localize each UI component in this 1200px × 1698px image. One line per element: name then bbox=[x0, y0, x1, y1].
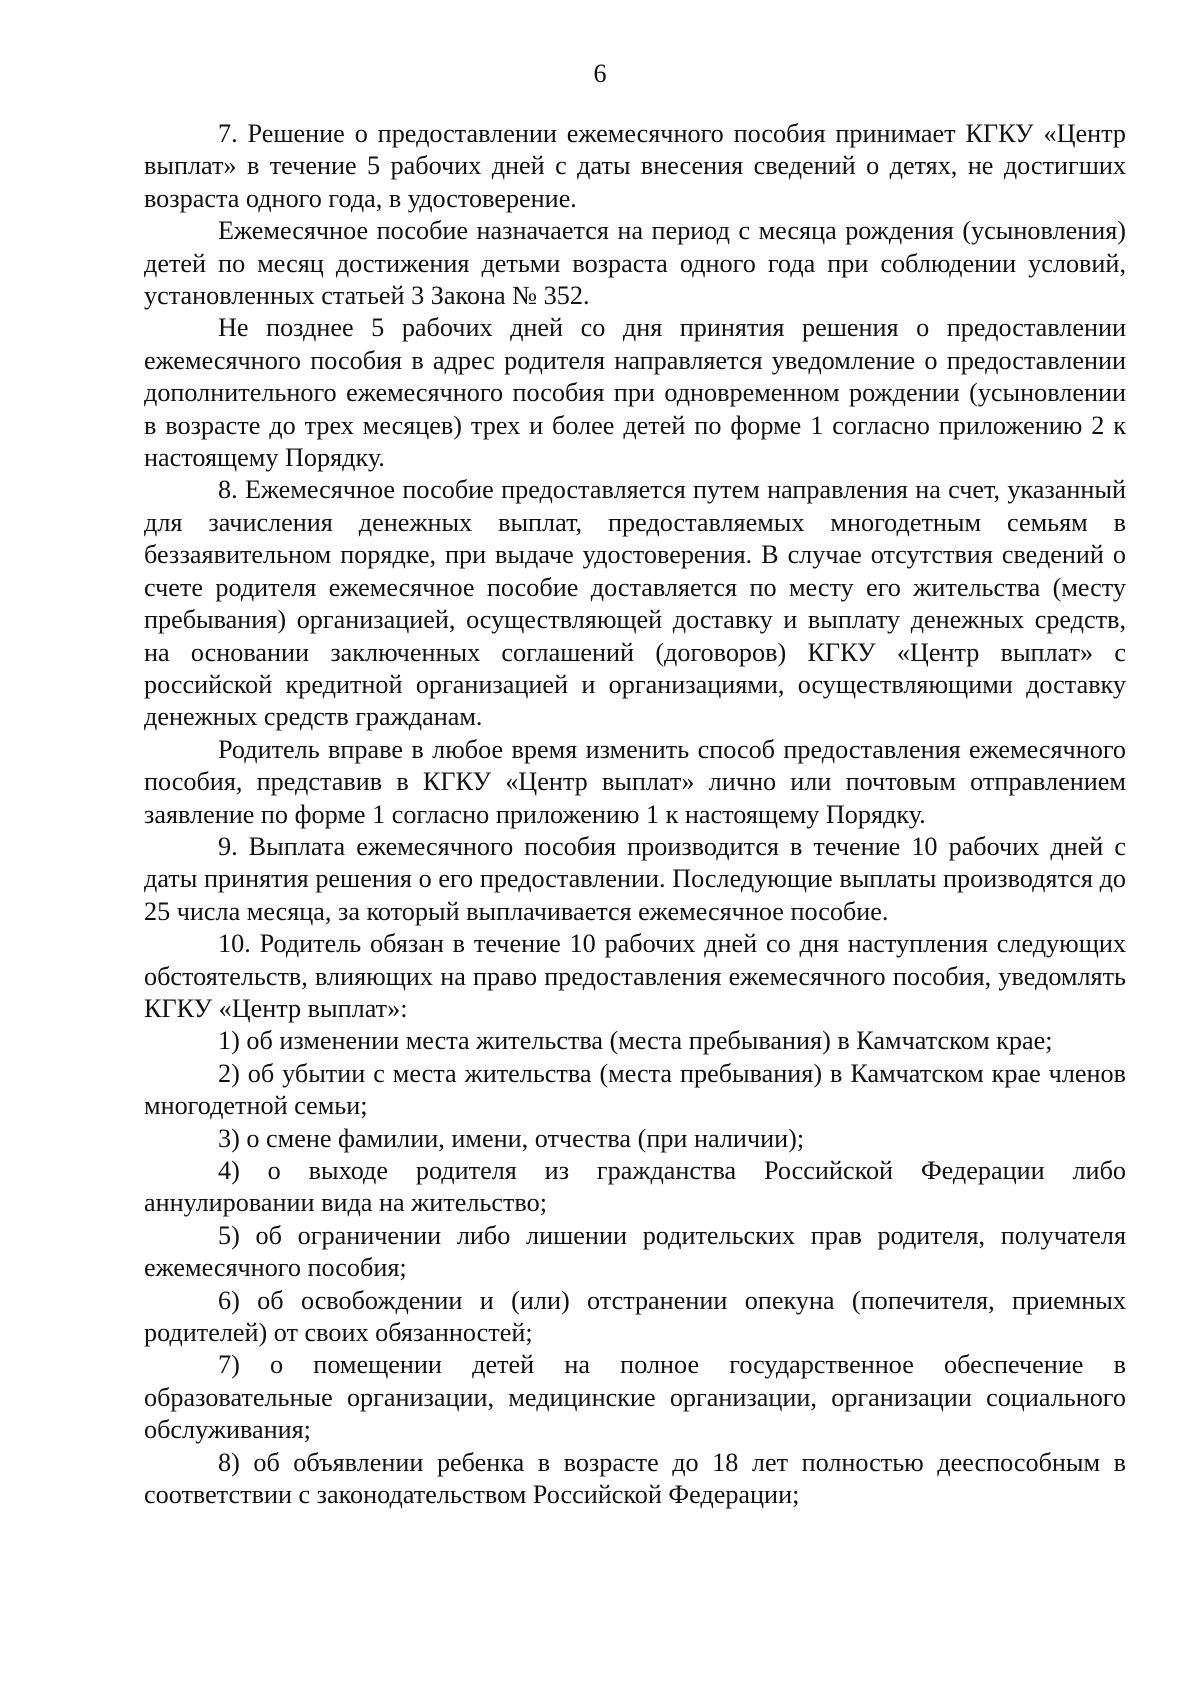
list-item-4: 4) о выходе родителя из гражданства Российской Федерации либо аннулировании вида на жительство; bbox=[144, 1156, 1126, 1218]
list-item-8: 8) об объявлении ребенка в возрасте до 18 лет полностью дееспособным в соответствии с законодательством Российской Федерации; bbox=[144, 1447, 1126, 1510]
paragraph-allowance-period: Ежемесячное пособие назначается на период с месяца рождения (усыновления) детей по месяц достижения детьми возраста одного года при соблюдении условий, установленных статьей 3 Закона № 352. bbox=[144, 216, 1126, 311]
list-item-7: 7) о помещении детей на полное государственное обеспечение в образовательные организации, медицинские организации, организации социального обслуживания; bbox=[144, 1350, 1126, 1445]
list-item-1: 1) об изменении места жительства (места пребывания) в Камчатском крае; bbox=[218, 1026, 1053, 1056]
list-item-2: 2) об убытии с места жительства (места пребывания) в Камчатском крае членов многодетной семьи; bbox=[144, 1058, 1126, 1121]
page-number: 6 bbox=[593, 59, 607, 88]
paragraph-change-method: Родитель вправе в любое время изменить способ предоставления ежемесячного пособия, представив в КГКУ «Центр выплат» лично или почтовым отправлением заявление по форме 1 согласно приложению 1 к настоящему Порядку. bbox=[144, 734, 1126, 829]
list-item-6: 6) об освобождении и (или) отстранении опекуна (попечителя, приемных родителей) от своих обязанностей; bbox=[144, 1285, 1126, 1348]
list-item-3: 3) о смене фамилии, имени, отчества (при наличии); bbox=[218, 1123, 805, 1153]
paragraph-8-payment-method: 8. Ежемесячное пособие предоставляется путем направления на счет, указанный для зачисления денежных выплат, предоставляемых многодетным семьям в беззаявительном порядке, при выдаче удостоверения. В случае отсутствия сведений о счете родителя ежемесячное пособие доставляется по месту его жительства (месту пребывания) организацией, осуществляющей доставку и выплату денежных средств, на основании заключенных соглашений (договоров) КГКУ «Центр выплат» с российской кредитной организацией и организациями, осуществляющими доставку денежных средств гражданам. bbox=[144, 475, 1126, 732]
paragraph-9-payment-timing: 9. Выплата ежемесячного пособия производится в течение 10 рабочих дней с даты принятия решения о его предоставлении. Последующие выплаты производятся до 25 числа месяца, за который выплачивается ежемесячное пособие. bbox=[144, 831, 1126, 926]
paragraph-7-decision: 7. Решение о предоставлении ежемесячного пособия принимает КГКУ «Центр выплат» в течение 5 рабочих дней с даты внесения сведений о детях, не достигших возраста одного года, в удостоверение. bbox=[144, 119, 1126, 213]
paragraph-notification: Не позднее 5 рабочих дней со дня принятия решения о предоставлении ежемесячного пособия в адрес родителя направляется уведомление о предоставлении дополнительного ежемесячного пособия при одновременном рождении (усыновлении в возрасте до трех месяцев) трех и более детей по форме 1 согласно приложению 2 к настоящему Порядку. bbox=[144, 313, 1126, 473]
list-item-5: 5) об ограничении либо лишении родительских прав родителя, получателя ежемесячного пособия; bbox=[144, 1220, 1126, 1283]
paragraph-10-obligation: 10. Родитель обязан в течение 10 рабочих дней со дня наступления следующих обстоятельств, влияющих на право предоставления ежемесячного пособия, уведомлять КГКУ «Центр выплат»: bbox=[144, 929, 1126, 1023]
document-body bbox=[144, 118, 1126, 1511]
